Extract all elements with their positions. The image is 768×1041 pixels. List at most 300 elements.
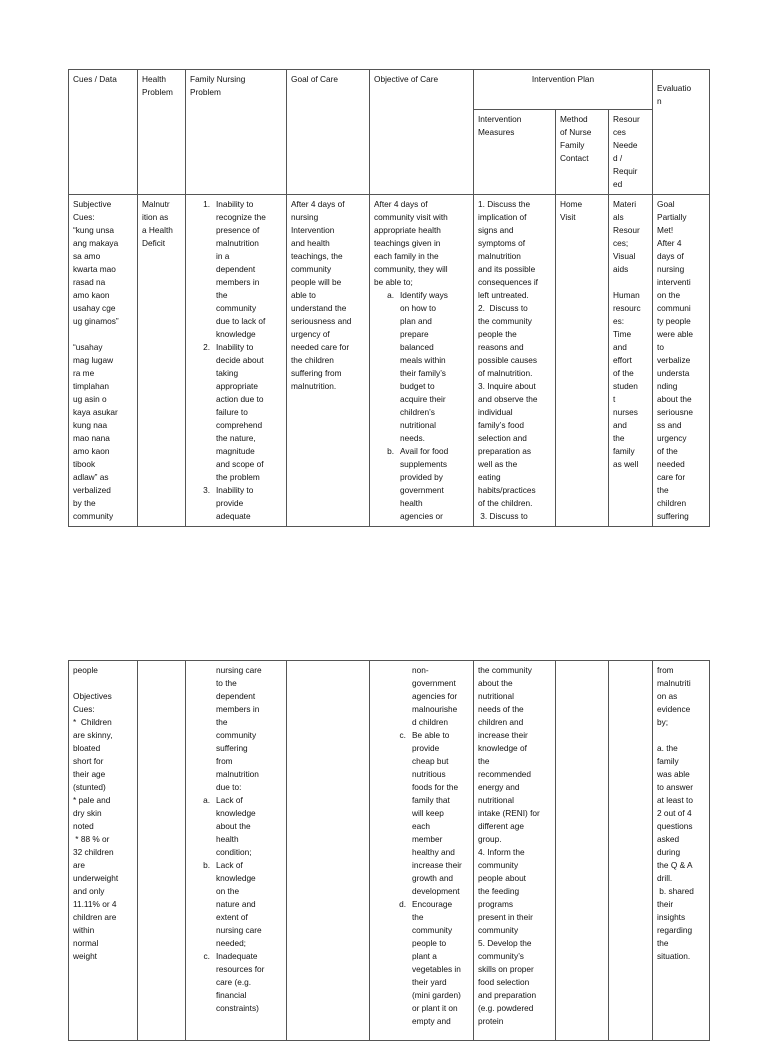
- text-line: bloated: [73, 743, 101, 753]
- text-line: 3. Inquire about: [478, 381, 536, 391]
- text-line: action due to: [216, 394, 264, 404]
- text-line: adlaw” as: [73, 472, 109, 482]
- text-line: agencies for: [412, 691, 458, 701]
- text-line: Lack of: [216, 795, 243, 805]
- text-line: growth and: [412, 873, 454, 883]
- text-line: amo kaon: [73, 290, 110, 300]
- text-line: After 4 days of: [374, 199, 428, 209]
- text-line: Contact: [560, 153, 589, 163]
- cell-method: [556, 661, 609, 1041]
- list-marker: c.: [399, 730, 406, 740]
- text-line: knowledge: [216, 873, 256, 883]
- text-line: teachings, the: [291, 251, 343, 261]
- text-line: nurses: [613, 407, 638, 417]
- text-line: malnutrition.: [291, 381, 337, 391]
- cell-evaluation: [653, 195, 710, 527]
- text-line: empty and: [412, 1016, 451, 1026]
- text-line: of malnutrition.: [478, 368, 533, 378]
- text-line: (stunted): [73, 782, 106, 792]
- text-line: to: [657, 342, 664, 352]
- text-line: sa amo: [73, 251, 101, 261]
- text-line: within: [73, 925, 95, 935]
- text-line: implication of: [478, 212, 527, 222]
- text-line: energy and: [478, 782, 520, 792]
- text-line: [73, 328, 133, 341]
- text-line: (mini garden): [412, 990, 461, 1000]
- text-line: the nature,: [216, 433, 256, 443]
- text-line: symptoms of: [478, 238, 526, 248]
- text-line: constraints): [216, 1003, 259, 1013]
- text-line: preparation as: [478, 446, 532, 456]
- text-line: signs and: [478, 225, 514, 235]
- text-line: ition as: [142, 212, 169, 222]
- text-line: the children: [291, 355, 334, 365]
- text-line: care (e.g.: [216, 977, 252, 987]
- cell-goal: [287, 195, 370, 527]
- text-line: needed;: [216, 938, 246, 948]
- care-plan-table-page-1: [68, 69, 710, 527]
- text-line: Objectives: [73, 691, 112, 701]
- text-line: the: [216, 290, 228, 300]
- text-line: knowledge: [216, 329, 256, 339]
- text-line: Subjective: [73, 199, 112, 209]
- text-line: healthy and: [412, 847, 455, 857]
- text-line: plant a: [412, 951, 437, 961]
- text-line: people will be: [291, 277, 342, 287]
- text-line: due to:: [216, 782, 242, 792]
- text-line: timplahan: [73, 381, 109, 391]
- text-line: ang makaya: [73, 238, 119, 248]
- text-line: Avail for food: [400, 446, 449, 456]
- text-line: ed: [613, 179, 623, 189]
- text-line: adequate: [216, 511, 251, 521]
- text-line: the community: [478, 665, 532, 675]
- text-line: well as the: [478, 459, 518, 469]
- text-line: nursing care: [216, 925, 262, 935]
- text-line: at least to: [657, 795, 693, 805]
- list-marker: a.: [387, 290, 394, 300]
- text-line: Lack of: [216, 860, 243, 870]
- text-line: evidence: [657, 704, 691, 714]
- text-line: by;: [657, 717, 669, 727]
- text-line: seriousness and: [291, 316, 352, 326]
- cell-family-nursing-problem: [186, 661, 287, 1041]
- text-line: provided by: [400, 472, 443, 482]
- text-line: underweight: [73, 873, 119, 883]
- cell-intervention-measures: [474, 195, 556, 527]
- text-line: possible causes: [478, 355, 538, 365]
- text-line: meals within: [400, 355, 446, 365]
- text-line: suffering: [657, 511, 689, 521]
- text-line: effort: [613, 355, 632, 365]
- text-line: the: [478, 756, 490, 766]
- text-line: malnutriti: [657, 678, 691, 688]
- text-line: people: [73, 665, 98, 675]
- text-line: 32 children: [73, 847, 114, 857]
- list-item: [190, 859, 282, 950]
- text-line: malnutrition: [478, 251, 521, 261]
- text-line: each family in the: [374, 251, 439, 261]
- text-line: balanced: [400, 342, 434, 352]
- text-line: Cues:: [73, 704, 95, 714]
- text-line: Visual: [613, 251, 636, 261]
- text-line: [613, 276, 648, 289]
- text-line: to answer: [657, 782, 693, 792]
- text-line: the problem: [216, 472, 260, 482]
- text-line: es:: [613, 316, 625, 326]
- text-line: community: [216, 730, 257, 740]
- text-line: 5. Develop the: [478, 938, 532, 948]
- text-line: cheap but: [412, 756, 449, 766]
- text-line: kaya asukar: [73, 407, 118, 417]
- text-line: children’s: [400, 407, 435, 417]
- text-line: extent of: [216, 912, 248, 922]
- text-line: different age: [478, 821, 524, 831]
- text-line: group.: [478, 834, 502, 844]
- list-marker: 1.: [203, 199, 210, 209]
- document-page-2: [0, 660, 768, 1024]
- text-line: nutritious: [412, 769, 446, 779]
- text-line: financial: [216, 990, 247, 1000]
- text-line: “usahay: [73, 342, 103, 352]
- text-line: knowledge: [216, 808, 256, 818]
- text-line: normal: [73, 938, 99, 948]
- text-line: Be able to: [412, 730, 450, 740]
- text-line: about the: [216, 821, 251, 831]
- text-line: community visit with: [374, 212, 448, 222]
- text-line: als: [613, 212, 624, 222]
- text-line: a. the: [657, 743, 678, 753]
- text-line: nutritional: [478, 691, 514, 701]
- text-line: community: [73, 511, 114, 521]
- text-line: to the: [216, 678, 237, 688]
- text-line: Problem: [142, 87, 173, 97]
- text-line: the community: [478, 316, 532, 326]
- text-line: failure to: [216, 407, 248, 417]
- text-line: family’s food: [478, 420, 524, 430]
- text-line: teachings given in: [374, 238, 441, 248]
- text-line: d children: [412, 717, 448, 727]
- text-line: the Q & A: [657, 860, 693, 870]
- text-line: programs: [478, 899, 514, 909]
- cell-evaluation: [653, 661, 710, 1041]
- text-line: on the: [216, 886, 240, 896]
- text-line: care for: [657, 472, 686, 482]
- text-line: malnutrition: [216, 238, 259, 248]
- text-line: and scope of: [216, 459, 264, 469]
- text-line: situation.: [657, 951, 691, 961]
- text-line: regarding: [657, 925, 693, 935]
- text-line: resourc: [613, 303, 641, 313]
- list-item: [190, 794, 282, 859]
- text-line: kwarta mao: [73, 264, 116, 274]
- text-line: condition;: [216, 847, 252, 857]
- text-line: Method: [560, 114, 588, 124]
- text-line: and its possible: [478, 264, 536, 274]
- text-line: 2 out of 4: [657, 808, 692, 818]
- text-line: nursing care: [216, 665, 262, 675]
- text-line: ces: [613, 127, 626, 137]
- list-marker: b.: [203, 860, 210, 870]
- text-line: needs.: [400, 433, 425, 443]
- text-line: during: [657, 847, 681, 857]
- text-line: ty people: [657, 316, 691, 326]
- text-line: verbalized: [73, 485, 111, 495]
- text-line: the: [613, 433, 625, 443]
- text-line: their yard: [412, 977, 447, 987]
- text-line: food selection: [478, 977, 530, 987]
- text-line: nutritional: [478, 795, 514, 805]
- text-line: Resour: [613, 225, 640, 235]
- text-line: comprehend: [216, 420, 263, 430]
- text-line: on the: [657, 290, 681, 300]
- text-line: ra me: [73, 368, 95, 378]
- text-line: days of: [657, 251, 684, 261]
- text-line: Inadequate: [216, 951, 258, 961]
- text-line: a Health: [142, 225, 173, 235]
- text-line: and preparation: [478, 990, 537, 1000]
- text-line: Neede: [613, 140, 638, 150]
- header-intervention-measures: [474, 110, 556, 195]
- text-line: dependent: [216, 264, 256, 274]
- text-line: about the: [657, 394, 692, 404]
- text-line: asked: [657, 834, 680, 844]
- text-line: appropriate health: [374, 225, 441, 235]
- text-line: people about: [478, 873, 526, 883]
- text-line: their: [657, 899, 674, 909]
- text-line: are skinny,: [73, 730, 113, 740]
- text-line: their family’s: [400, 368, 446, 378]
- text-line: members in: [216, 277, 260, 287]
- text-line: children are: [73, 912, 117, 922]
- text-line: Home: [560, 199, 583, 209]
- text-line: individual: [478, 407, 513, 417]
- text-line: due to lack of: [216, 316, 266, 326]
- text-line: malnutrition: [216, 769, 259, 779]
- text-line: health: [400, 498, 423, 508]
- text-line: each: [412, 821, 430, 831]
- header-intervention-plan: Intervention Plan: [474, 70, 653, 110]
- text-line: seriousne: [657, 407, 694, 417]
- text-line: will keep: [412, 808, 444, 818]
- text-line: kung naa: [73, 420, 108, 430]
- text-line: and: [613, 420, 627, 430]
- text-line: needed care for: [291, 342, 350, 352]
- header-method: [556, 110, 609, 195]
- text-line: Partially: [657, 212, 687, 222]
- text-line: the: [657, 938, 669, 948]
- text-line: the: [216, 717, 228, 727]
- text-line: intake (RENI) for: [478, 808, 540, 818]
- list-marker: b.: [387, 446, 394, 456]
- text-line: agencies or: [400, 511, 443, 521]
- text-line: was able: [657, 769, 690, 779]
- text-line: people to: [412, 938, 447, 948]
- text-line: Measures: [478, 127, 515, 137]
- list-item: [190, 950, 282, 1015]
- text-line: Identify ways: [400, 290, 448, 300]
- text-line: malnourishe: [412, 704, 458, 714]
- text-line: are: [73, 860, 85, 870]
- text-line: community: [412, 925, 453, 935]
- text-line: [657, 729, 705, 742]
- text-line: plan and: [400, 316, 432, 326]
- text-line: Inability to: [216, 199, 254, 209]
- text-line: Problem: [190, 87, 221, 97]
- text-line: “kung unsa: [73, 225, 115, 235]
- text-line: community: [478, 925, 519, 935]
- text-line: usahay cge: [73, 303, 116, 313]
- list-item: [374, 289, 469, 445]
- text-line: ces;: [613, 238, 629, 248]
- text-line: and: [613, 342, 627, 352]
- text-line: 3. Discuss to: [478, 511, 528, 521]
- text-line: 4. Inform the: [478, 847, 525, 857]
- text-line: 2. Discuss to: [478, 303, 528, 313]
- text-line: Inability to: [216, 485, 254, 495]
- list-item: [386, 729, 469, 898]
- text-line: decide about: [216, 355, 264, 365]
- list-marker: d.: [399, 899, 406, 909]
- text-line: and health: [291, 238, 330, 248]
- text-line: communi: [657, 303, 691, 313]
- text-line: community: [291, 264, 332, 274]
- cell-objective: [370, 661, 474, 1041]
- cell-objective: [370, 195, 474, 527]
- text-line: Intervention: [478, 114, 522, 124]
- text-line: able to: [291, 290, 316, 300]
- text-line: ug ginamos”: [73, 316, 119, 326]
- text-line: left untreated.: [478, 290, 529, 300]
- text-line: Requir: [613, 166, 638, 176]
- text-line: * pale and: [73, 795, 111, 805]
- text-line: nursing: [657, 264, 685, 274]
- text-line: verbalize: [657, 355, 691, 365]
- text-line: questions: [657, 821, 693, 831]
- text-line: about the: [478, 678, 513, 688]
- text-line: the: [657, 485, 669, 495]
- text-line: from: [657, 665, 674, 675]
- text-line: the feeding: [478, 886, 520, 896]
- text-line: tibook: [73, 459, 96, 469]
- text-line: health: [216, 834, 239, 844]
- text-line: increase their: [412, 860, 462, 870]
- text-line: community: [216, 303, 257, 313]
- text-line: insights: [657, 912, 686, 922]
- cell-family-nursing-problem: [186, 195, 287, 527]
- text-line: ss and: [657, 420, 682, 430]
- text-line: Visit: [560, 212, 576, 222]
- cell-resources: [609, 195, 653, 527]
- text-line: children: [657, 498, 687, 508]
- text-line: Family Nursing: [190, 74, 246, 84]
- text-line: family: [613, 446, 635, 456]
- text-line: nursing: [291, 212, 319, 222]
- text-line: presence of: [216, 225, 260, 235]
- cell-intervention-measures: [474, 661, 556, 1041]
- list-item: [190, 341, 282, 484]
- text-line: and observe the: [478, 394, 538, 404]
- text-line: magnitude: [216, 446, 255, 456]
- text-line: Malnutr: [142, 199, 170, 209]
- cell-health-problem: [138, 661, 186, 1041]
- text-line: foods for the: [412, 782, 459, 792]
- text-line: * Children: [73, 717, 112, 727]
- care-plan-table-page-2: [68, 660, 710, 1041]
- text-line: [73, 677, 133, 690]
- header-objective: Objective of Care: [370, 70, 474, 195]
- list-item: [190, 484, 282, 523]
- text-line: eating: [478, 472, 501, 482]
- header-evaluation: [653, 70, 710, 195]
- list-item: [386, 898, 469, 1028]
- text-line: provide: [412, 743, 440, 753]
- text-line: noted: [73, 821, 94, 831]
- text-line: the: [412, 912, 424, 922]
- text-line: of the children.: [478, 498, 533, 508]
- cell-health-problem: [138, 195, 186, 527]
- text-line: amo kaon: [73, 446, 110, 456]
- text-line: Deficit: [142, 238, 166, 248]
- text-line: family: [657, 756, 679, 766]
- text-line: aids: [613, 264, 629, 274]
- text-line: Human: [613, 290, 640, 300]
- text-line: nutritional: [400, 420, 436, 430]
- text-line: member: [412, 834, 443, 844]
- text-line: urgency of: [291, 329, 330, 339]
- text-line: appropriate: [216, 381, 258, 391]
- text-line: budget to: [400, 381, 435, 391]
- cell-goal: [287, 661, 370, 1041]
- header-resources: [609, 110, 653, 195]
- text-line: Resour: [613, 114, 640, 124]
- header-health-problem: [138, 70, 186, 195]
- text-line: of the: [613, 368, 634, 378]
- text-line: increase their: [478, 730, 528, 740]
- header-family-nursing-problem: [186, 70, 287, 195]
- text-line: understa: [657, 368, 690, 378]
- text-line: on as: [657, 691, 678, 701]
- text-line: weight: [73, 951, 97, 961]
- text-line: dry skin: [73, 808, 102, 818]
- text-line: government: [400, 485, 444, 495]
- text-line: suffering: [216, 743, 248, 753]
- list-item: [190, 198, 282, 341]
- list-marker: a.: [203, 795, 210, 805]
- header-cues: Cues / Data: [69, 70, 138, 195]
- text-line: and only: [73, 886, 105, 896]
- text-line: dependent: [216, 691, 256, 701]
- text-line: selection and: [478, 433, 527, 443]
- text-line: family that: [412, 795, 450, 805]
- text-line: t: [613, 394, 616, 404]
- text-line: interventi: [657, 277, 691, 287]
- text-line: present in their: [478, 912, 533, 922]
- cell-resources: [609, 661, 653, 1041]
- text-line: Met!: [657, 225, 674, 235]
- text-line: rasad na: [73, 277, 106, 287]
- list-item: [374, 445, 469, 523]
- list-marker: c.: [203, 951, 210, 961]
- list-marker: 2.: [203, 342, 210, 352]
- text-line: understand the: [291, 303, 347, 313]
- text-line: supplements: [400, 459, 448, 469]
- text-line: of Nurse: [560, 127, 592, 137]
- text-line: * 88 % or: [73, 834, 110, 844]
- text-line: Time: [613, 329, 632, 339]
- text-line: knowledge of: [478, 743, 527, 753]
- text-line: their age: [73, 769, 106, 779]
